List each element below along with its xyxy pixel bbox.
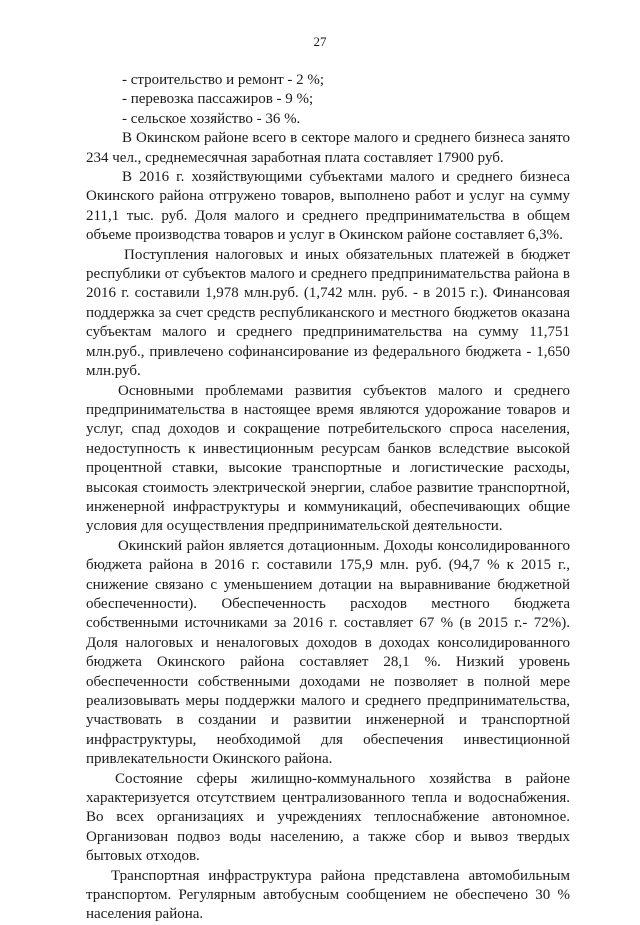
- text-line: 2016 г. составили 1,978 млн.руб. (1,742 млн. руб. - в 2015 г.). Финансовая: [86, 285, 570, 302]
- text-line: недоступность к инвестиционным ресурсам банков вследствие высокой: [86, 440, 570, 457]
- text-line: - перевозка пассажиров - 9 %;: [122, 91, 314, 108]
- text-line: снижение связано с уменьшением дотации на выравнивание бюджетной: [86, 576, 570, 593]
- text-line: инженерной инфраструктуры и коммуникаций, обеспечивающих общие: [86, 498, 570, 515]
- text-line: Доля налоговых и неналоговых доходов в доходах консолидированного: [86, 634, 570, 651]
- text-line: субъектам малого и среднего предпринимательства на сумму 11,751: [86, 324, 570, 341]
- text-line: млн.руб., привлечено софинансирование из федерального бюджета - 1,650: [86, 343, 570, 360]
- paragraph: [86, 382, 570, 537]
- text-line: Во всех организациях и учреждениях теплоснабжение автономное.: [86, 809, 570, 826]
- text-line: Поступления налоговых и иных обязательных платежей в бюджет: [124, 246, 570, 263]
- text-line: - строительство и ремонт - 2 %;: [122, 72, 325, 88]
- text-line: 211,1 тыс. руб. Доля малого и среднего предпринимательства в общем: [86, 207, 570, 224]
- paragraph: [86, 770, 570, 867]
- text-line: Состояние сферы жилищно-коммунального хозяйства в районе: [115, 770, 570, 787]
- text-line: Окинского района отгружено товаров, выполнено работ и услуг на сумму: [86, 188, 570, 205]
- text-line: реализовывать меры поддержки малого и среднего предпринимательства,: [86, 693, 570, 709]
- text-line: условия для осуществления предпринимательской деятельности.: [86, 518, 503, 535]
- text-line: услуг, спад доходов и сокращение потребительского спроса населения,: [86, 421, 570, 438]
- paragraph: [86, 867, 570, 925]
- text-line: привлекательности Окинского района.: [86, 751, 333, 768]
- text-line: высокая стоимость электрической энергии, слабое развитие транспортной,: [86, 479, 570, 496]
- text-line: предпринимательства в настоящее время являются удорожание товаров и: [86, 401, 570, 418]
- text-line: населения района.: [86, 906, 204, 923]
- paragraph: [86, 168, 570, 246]
- text-line: инфраструктуры, необходимой для обеспечения инвестиционной: [86, 731, 570, 748]
- text-line: Основными проблемами развития субъектов малого и среднего: [118, 382, 570, 399]
- document-body: [86, 71, 570, 925]
- paragraph: [86, 246, 570, 382]
- text-line: бытовых отходов.: [86, 848, 200, 865]
- text-line: В 2016 г. хозяйствующими субъектами малого и среднего бизнеса: [122, 169, 570, 186]
- text-line: собственными источниками за 2016 г. составляет 67 % (в 2015 г.- 72%).: [86, 615, 570, 632]
- text-line: В Окинском районе всего в секторе малого и среднего бизнеса занято: [122, 130, 570, 147]
- text-line: Организован подвоз воды населению, а также сбор и вывоз твердых: [86, 828, 570, 845]
- text-line: поддержка за счет средств республиканского и местного бюджетов оказана: [86, 304, 570, 321]
- text-line: республики от субъектов малого и среднего предпринимательства района в: [86, 266, 570, 283]
- text-line: участвовать в создании и развитии инженерной и транспортной: [86, 712, 570, 729]
- text-line: характеризуется отсутствием централизованного тепла и водоснабжения.: [86, 790, 570, 807]
- text-line: Транспортная инфраструктура района представлена автомобильным: [111, 867, 570, 884]
- paragraph: [86, 537, 570, 770]
- text-line: процентной ставки, высокие транспортные и логистические расходы,: [86, 460, 570, 477]
- text-line: - сельское хозяйство - 36 %.: [122, 110, 301, 127]
- text-line: обеспеченности). Обеспеченность расходов местного бюджета: [86, 595, 570, 612]
- text-line: бюджета Окинского района составляет 28,1 %. Низкий уровень: [86, 654, 570, 671]
- text-line: Окинский район является дотационным. Доходы консолидированного: [118, 537, 570, 554]
- text-line: млн.руб.: [86, 363, 141, 380]
- text-line: 234 чел., среднемесячная заработная плата составляет 17900 руб.: [86, 149, 504, 166]
- text-line: обеспеченности собственными доходами не позволяет в полной мере: [86, 673, 570, 690]
- text-line: бюджета района в 2016 г. составили 175,9 млн. руб. (94,7 % к 2015 г.,: [86, 557, 570, 574]
- paragraph: [86, 129, 570, 168]
- page-number: 27: [313, 34, 327, 49]
- text-line: транспортом. Регулярным автобусным сообщением не обеспечено 30 %: [86, 887, 570, 904]
- text-line: объеме производства товаров и услуг в Окинском районе составляет 6,3%.: [86, 227, 563, 244]
- paragraph: [86, 71, 570, 129]
